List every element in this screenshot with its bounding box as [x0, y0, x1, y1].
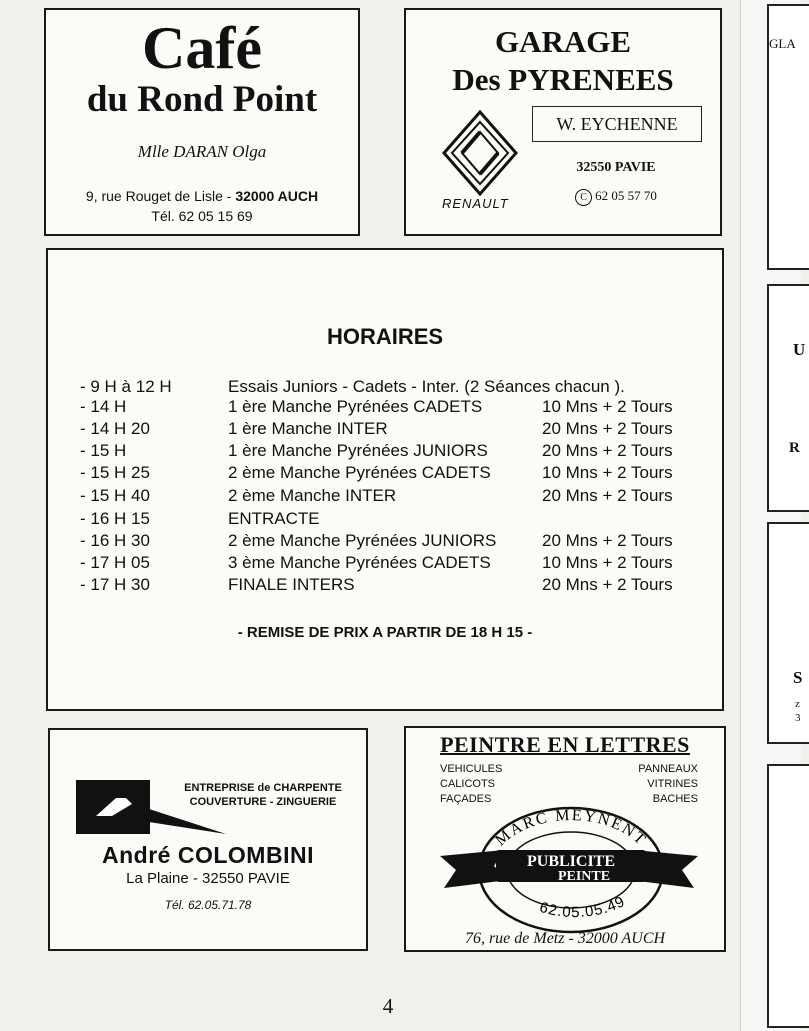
schedule-row	[48, 418, 722, 440]
cafe-ad	[44, 8, 360, 236]
row-duration: 20 Mns + 2 Tours	[542, 531, 673, 550]
row-event: 2 ème Manche Pyrénées JUNIORS	[228, 531, 497, 550]
schedule-footer: - REMISE DE PRIX A PARTIR DE 18 H 15 -	[237, 624, 533, 641]
row-time: - 14 H	[80, 397, 127, 416]
schedule-box	[46, 248, 724, 711]
garage-phone-line	[532, 188, 700, 206]
cafe-address-street: 9, rue Rouget de Lisle -	[85, 188, 236, 204]
painter-service: CALICOTS	[440, 778, 496, 790]
adjacent-box	[767, 284, 809, 512]
row-duration: 10 Mns + 2 Tours	[542, 553, 673, 572]
emblem-name: MARC MEYNENT	[492, 806, 650, 850]
cafe-phone: Tél. 62 05 15 69	[151, 208, 253, 224]
schedule-row	[48, 530, 722, 552]
cafe-owner: Mlle DARAN Olga	[137, 142, 267, 161]
row-duration: 10 Mns + 2 Tours	[542, 397, 673, 416]
row-time: - 14 H 20	[80, 419, 150, 438]
row-duration: 20 Mns + 2 Tours	[542, 419, 673, 438]
row-event: FINALE INTERS	[228, 575, 355, 594]
row-duration: 20 Mns + 2 Tours	[542, 575, 673, 594]
colombini-phone: Tél. 62.05.71.78	[164, 898, 252, 912]
garage-owner: W. EYCHENNE	[532, 106, 702, 142]
adjacent-text: GLA	[769, 36, 796, 51]
row-time: - 17 H 05	[80, 553, 150, 572]
painter-service: VEHICULES	[440, 763, 503, 775]
painter-title: PEINTRE EN LETTRES	[440, 732, 690, 757]
painter-service: VITRINES	[647, 778, 698, 790]
adjacent-text: z	[795, 698, 800, 710]
painter-service: FAÇADES	[440, 793, 492, 805]
cafe-address	[46, 188, 358, 204]
schedule-row	[48, 574, 722, 596]
garage-subtitle: Des PYRENEES	[452, 62, 674, 97]
cafe-title: Café	[142, 15, 262, 81]
schedule-row	[48, 376, 722, 398]
row-event: Essais Juniors - Cadets - Inter. (2 Séances chacun ).	[228, 377, 625, 396]
row-time: - 15 H 25	[80, 463, 150, 482]
row-event: 2 ème Manche Pyrénées CADETS	[228, 463, 491, 482]
schedule-title: HORAIRES	[326, 324, 444, 349]
emblem-publicite: PUBLICITE	[526, 853, 616, 870]
garage-title: GARAGE	[494, 24, 632, 59]
row-duration: 10 Mns + 2 Tours	[542, 463, 673, 482]
row-time: - 16 H 30	[80, 531, 150, 550]
schedule-row	[48, 508, 722, 530]
colombini-tagline-1: ENTREPRISE de CHARPENTE	[184, 782, 342, 794]
row-event: ENTRACTE	[228, 509, 320, 528]
schedule-row	[48, 396, 722, 418]
row-time: - 16 H 15	[80, 509, 150, 528]
renault-label: RENAULT	[442, 196, 509, 211]
garage-ad	[404, 8, 722, 236]
painter-emblem	[434, 784, 704, 934]
garage-phone: 62 05 57 70	[595, 188, 657, 203]
row-time: - 9 H à 12 H	[80, 377, 172, 396]
schedule-row	[48, 440, 722, 462]
row-time: - 15 H 40	[80, 486, 150, 505]
adjacent-box	[767, 522, 809, 744]
painter-service: PANNEAUX	[638, 763, 698, 775]
row-event: 1 ère Manche INTER	[228, 419, 388, 438]
adjacent-text: R	[789, 440, 800, 456]
row-time: - 17 H 30	[80, 575, 150, 594]
row-event: 1 ère Manche Pyrénées CADETS	[228, 397, 483, 416]
garage-city: 32550 PAVIE	[576, 160, 656, 175]
phone-icon: C	[575, 189, 592, 206]
row-time: - 15 H	[80, 441, 127, 460]
cafe-address-city: 32000 AUCH	[235, 188, 319, 204]
row-duration: 20 Mns + 2 Tours	[542, 441, 673, 460]
colombini-ad	[48, 728, 368, 951]
schedule-row	[48, 485, 722, 507]
emblem-phone: 62.05.05.49	[537, 892, 629, 922]
row-event: 1 ère Manche Pyrénées JUNIORS	[228, 441, 488, 460]
adjacent-text: U	[793, 340, 806, 359]
painter-ad	[404, 726, 726, 952]
schedule-row	[48, 462, 722, 484]
row-event: 2 ème Manche INTER	[228, 486, 397, 505]
painter-service: BACHES	[652, 793, 698, 805]
renault-logo-icon	[440, 110, 520, 196]
adjacent-text: 3	[795, 712, 801, 724]
emblem-peinte: PEINTE	[557, 869, 611, 884]
adjacent-box	[767, 764, 809, 1028]
cafe-subtitle: du Rond Point	[86, 79, 318, 120]
row-duration: 20 Mns + 2 Tours	[542, 486, 673, 505]
page-number: 4	[382, 994, 394, 1018]
row-event: 3 ème Manche Pyrénées CADETS	[228, 553, 491, 572]
adjacent-text: S	[793, 668, 803, 687]
schedule-row	[48, 552, 722, 574]
adjacent-page-edge	[740, 0, 806, 1031]
colombini-address: La Plaine - 32550 PAVIE	[126, 870, 290, 887]
colombini-tagline-2: COUVERTURE - ZINGUERIE	[189, 796, 337, 808]
colombini-name: André COLOMBINI	[102, 842, 314, 868]
painter-address: 76, rue de Metz - 32000 AUCH	[464, 930, 666, 947]
